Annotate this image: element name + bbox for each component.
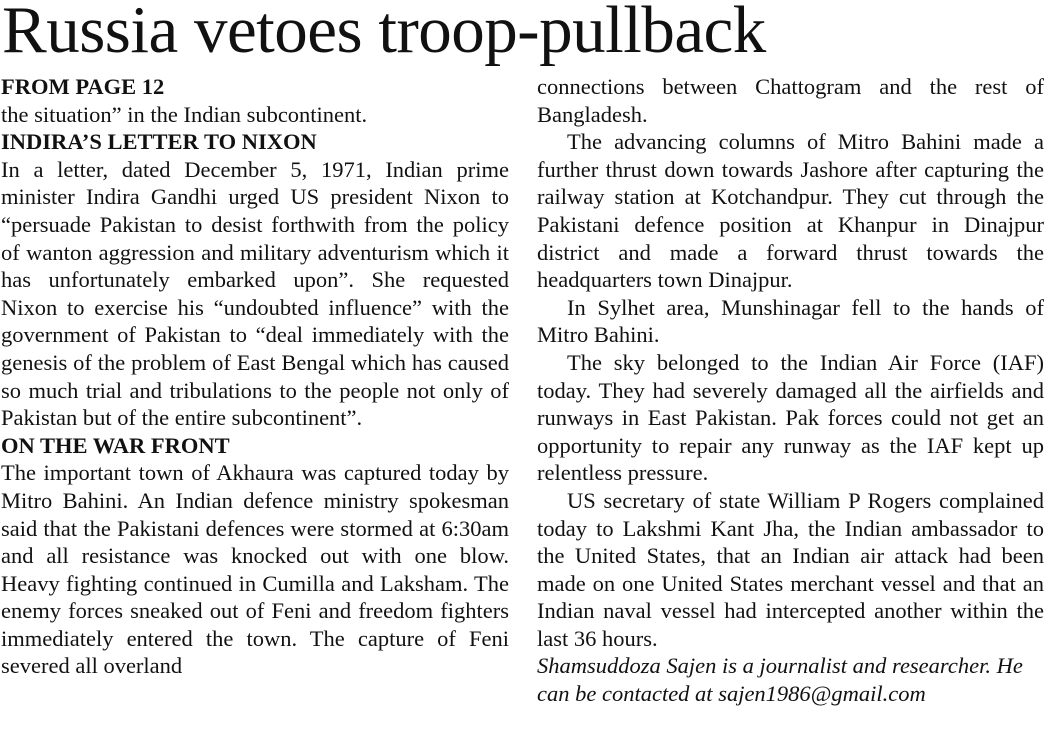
author-byline bbox=[537, 652, 1044, 707]
paragraph-sylhet: In Sylhet area, Munshinagar fell to the hands of Mitro Bahini. bbox=[537, 294, 1044, 348]
right-column bbox=[537, 73, 1044, 708]
paragraph-jashore: The advancing columns of Mitro Bahini made a further thrust down towards Jashore after capturing the railway station at Kotchandpur. They cut through the Pakistani defence position at Khanpur in Dinajpur district and made a forward thrust towards the headquarters town Dinajpur. bbox=[537, 129, 1044, 293]
author-email-link[interactable]: sajen1986@gmail.com bbox=[718, 681, 926, 707]
left-column bbox=[1, 73, 509, 680]
paragraph-continuation: connections between Chattogram and the rest of Bangladesh. bbox=[537, 74, 1044, 127]
headline: Russia vetoes troop-pullback bbox=[2, 0, 766, 67]
paragraph-iaf: The sky belonged to the Indian Air Force (IAF) today. They had severely damaged all the airfields and runways in East Pakistan. Pak forces could not get an opportunity to repair any runway as the IAF kept up relentless pressure. bbox=[537, 349, 1044, 486]
subhead-war-front: ON THE WAR FRONT bbox=[1, 432, 230, 458]
byline-text: Shamsuddoza Sajen is a journalist and researcher. He can be contacted at bbox=[537, 653, 1023, 707]
paragraph-indira-letter: In a letter, dated December 5, 1971, Indian prime minister Indira Gandhi urged US president Nixon to “persuade Pakistan to desist forthwith from the policy of wanton aggression and military adventurism which it has unfortunately embarked upon”. She requested Nixon to exercise his “undoubted influence” with the government of Pakistan to “deal immediately with the genesis of the problem of East Bengal which has caused so much trial and tribulations to the people not only of Pakistan but of the entire subcontinent”. bbox=[1, 156, 509, 431]
subhead-indiras-letter: INDIRA’S LETTER TO NIXON bbox=[1, 129, 317, 155]
kicker-from-page: FROM PAGE 12 bbox=[1, 74, 165, 99]
paragraph-rogers: US secretary of state William P Rogers complained today to Lakshmi Kant Jha, the Indian ambassador to the United States, that an Indian air attack had been made on one United States merchant vessel and that an Indian naval vessel had intercepted another within the last 36 hours. bbox=[537, 487, 1044, 651]
paragraph-akhaura: The important town of Akhaura was captured today by Mitro Bahini. An Indian defence ministry spokesman said that the Pakistani defences were stormed at 6:30am and all resistance was knocked out with one blow. Heavy fighting continued in Cumilla and Laksham. The enemy forces sneaked out of Feni and freedom fighters immediately entered the town. The capture of Feni severed all overland bbox=[1, 460, 509, 679]
intro-continuation: the situation” in the Indian subcontinent. bbox=[1, 101, 368, 127]
